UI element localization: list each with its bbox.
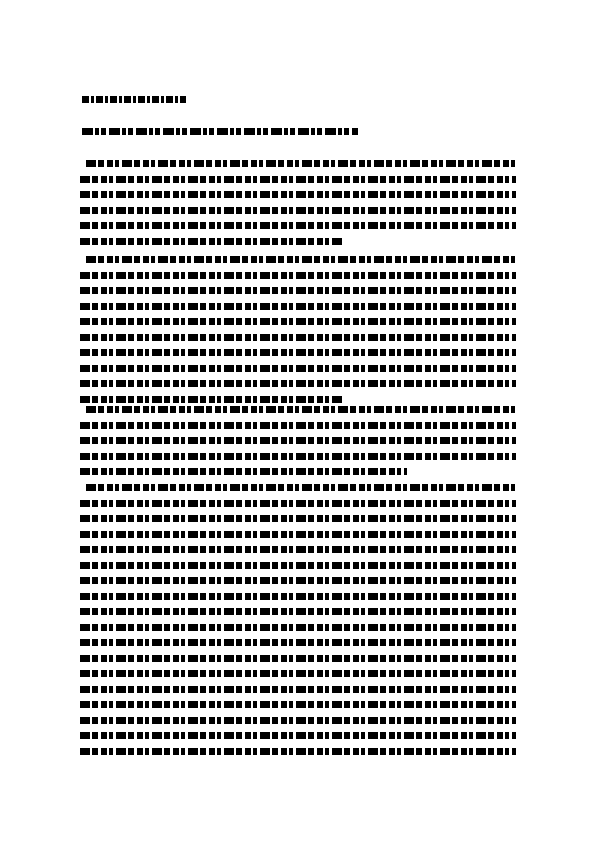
text-line bbox=[80, 191, 516, 198]
text-line bbox=[80, 686, 516, 693]
page-header-text bbox=[82, 96, 186, 103]
text-line bbox=[80, 639, 516, 646]
text-line bbox=[86, 160, 516, 167]
text-line bbox=[80, 222, 516, 229]
text-line bbox=[80, 624, 516, 631]
text-line bbox=[80, 287, 516, 294]
text-line bbox=[80, 546, 516, 553]
text-line bbox=[80, 422, 516, 429]
text-line bbox=[80, 380, 516, 387]
text-line bbox=[80, 515, 516, 522]
text-line bbox=[80, 670, 516, 677]
text-line bbox=[80, 748, 516, 755]
text-line bbox=[80, 365, 516, 372]
text-line bbox=[80, 437, 516, 444]
text-line bbox=[80, 318, 516, 325]
text-line bbox=[80, 701, 516, 708]
text-line bbox=[80, 238, 342, 245]
text-line bbox=[80, 272, 516, 279]
text-line bbox=[80, 500, 516, 507]
text-line bbox=[80, 334, 516, 341]
text-line bbox=[80, 732, 516, 739]
text-line bbox=[86, 256, 516, 263]
text-line bbox=[80, 562, 516, 569]
text-line bbox=[80, 176, 516, 183]
text-line bbox=[80, 207, 516, 214]
text-line bbox=[80, 577, 516, 584]
text-line bbox=[80, 468, 407, 475]
text-line bbox=[86, 406, 516, 413]
text-line bbox=[80, 396, 342, 403]
text-line bbox=[80, 531, 516, 538]
text-line bbox=[80, 303, 516, 310]
text-line bbox=[80, 717, 516, 724]
text-line bbox=[80, 349, 516, 356]
text-line bbox=[86, 484, 516, 491]
text-line bbox=[80, 453, 516, 460]
page-subtitle-text bbox=[82, 128, 358, 135]
text-line bbox=[80, 593, 516, 600]
text-line bbox=[80, 608, 516, 615]
text-line bbox=[80, 655, 516, 662]
